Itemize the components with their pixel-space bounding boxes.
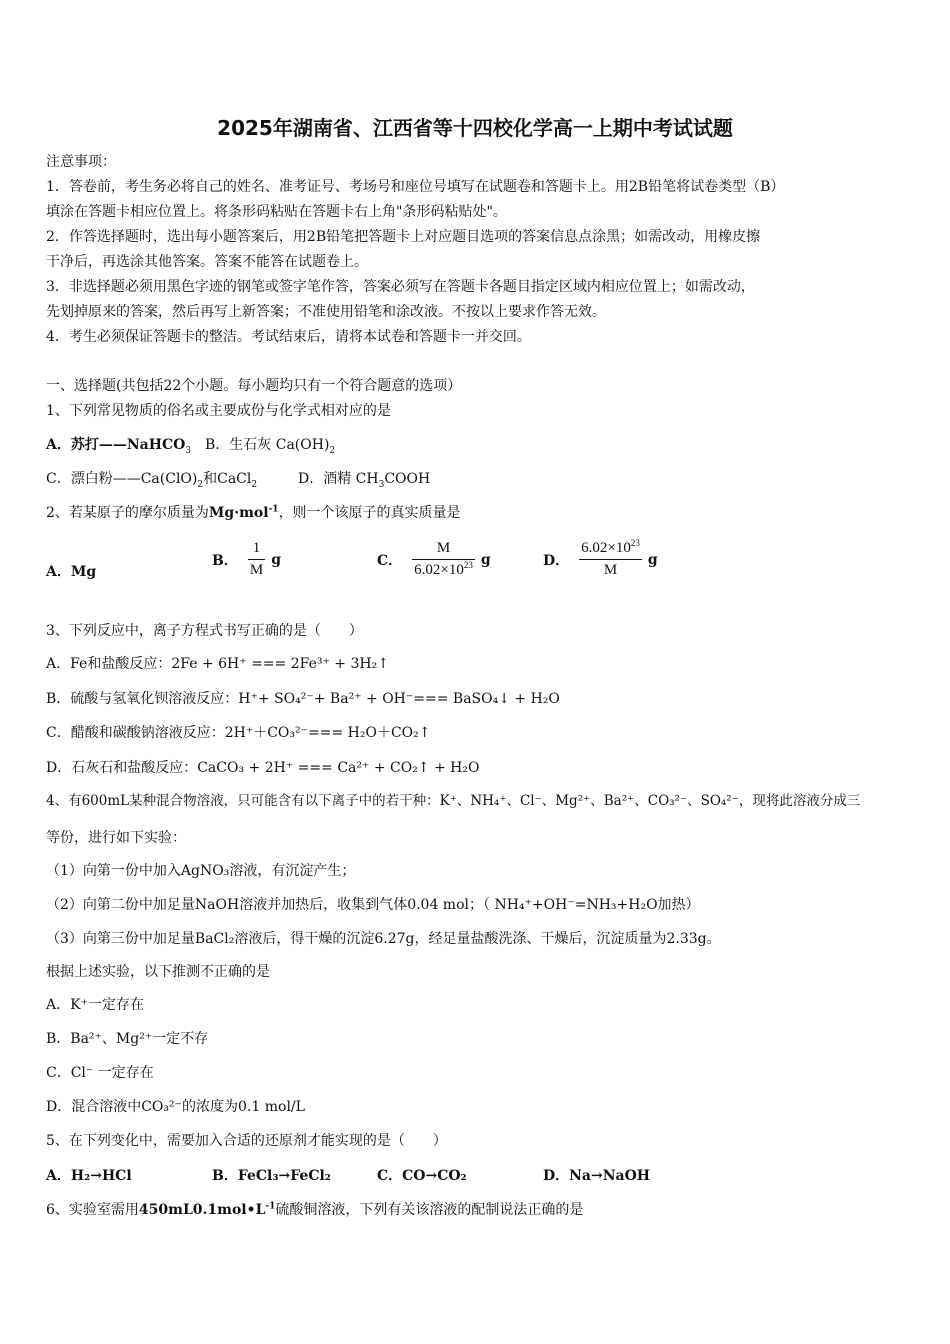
numerator-text: 6.02×10 [581, 540, 631, 556]
q4-option-b: B．Ba²⁺、Mg²⁺一定不存 [46, 1031, 209, 1047]
q1-option-b-text: B．生石灰 Ca(OH) [205, 437, 330, 453]
numerator [579, 540, 642, 560]
q1-option-c-text: C．漂白粉——Ca(ClO) [46, 471, 198, 487]
q5-option-c: C．CO→CO₂ [377, 1168, 467, 1184]
notice-line: 2．作答选择题时，选出每小题答案后，用2B铅笔把答题卡上对应题目选项的答案信息点涂黑；如需改动，用橡皮擦 [46, 229, 761, 245]
superscript: 23 [463, 560, 473, 570]
q4-experiment-3: （3）向第三份中加足量BaCl₂溶液后，得干燥的沉淀6.27g，经足量盐酸洗涤、干燥后，沉淀质量为2.33g。 [46, 931, 721, 947]
q6-stem-text2: 硫酸铜溶液，下列有关该溶液的配制说法正确的是 [275, 1202, 584, 1218]
q1-option-c [46, 469, 257, 489]
subscript: 3 [378, 479, 385, 490]
notice-line: 3．非选择题必须用黑色字迹的钢笔或签字笔作答，答案必须写在答题卡各题目指定区域内相应位置上；如需改动， [46, 279, 755, 295]
q4-option-c: C．Cl⁻ 一定存在 [46, 1065, 154, 1081]
q5-option-b: B．FeCl₃→FeCl₂ [212, 1168, 331, 1184]
q1-option-a [46, 435, 191, 455]
notice-line: 先划掉原来的答案，然后再写上新答案；不准使用铅笔和涂改液。不按以上要求作答无效。 [46, 304, 606, 320]
superscript: -1 [265, 1201, 276, 1212]
q2-option-d [543, 540, 658, 579]
fraction [412, 540, 475, 579]
denominator: M [603, 562, 618, 578]
page-title: 2025年湖南省、江西省等十四校化学高一上期中考试试题 [217, 116, 733, 140]
q4-experiment-2: （2）向第二份中加足量NaOH溶液并加热后，收集到气体0.04 mol；（ NH₄⁺+OH⁻=NH₃+H₂O加热） [46, 897, 700, 913]
notice-line: 填涂在答题卡相应位置上。将条形码粘贴在答题卡右上角"条形码粘贴处"。 [46, 204, 507, 220]
q2-stem-text2: ，则一个该原子的真实质量是 [278, 505, 461, 521]
subscript: 2 [197, 479, 204, 490]
q1-option-c-text2: 和CaCl [203, 471, 252, 487]
q3-option-b: B．硫酸与氢氧化钡溶液反应：H⁺+ SO₄²⁻+ Ba²⁺ + OH⁻=== BaSO₄↓ + H₂O [46, 691, 560, 707]
fraction [248, 540, 265, 579]
q2-option-d-label: D． [543, 552, 570, 569]
notice-heading: 注意事项： [46, 154, 116, 170]
unit-g: g [271, 551, 281, 568]
numerator: M [412, 540, 475, 560]
denominator: M [249, 562, 264, 578]
q2-option-b [212, 540, 281, 579]
q1-option-b [205, 435, 335, 455]
numerator: 1 [248, 540, 265, 560]
denominator [412, 560, 475, 579]
q6-stem-text: 6、实验室需用 [46, 1202, 139, 1218]
question-6-stem [46, 1200, 583, 1220]
question-3-stem: 3、下列反应中，离子方程式书写正确的是（ ） [46, 623, 363, 639]
notice-line: 4．考生必须保证答题卡的整洁。考试结束后，请将本试卷和答题卡一并交回。 [46, 329, 531, 345]
q5-option-d: D．Na→NaOH [543, 1168, 651, 1184]
q2-option-c-label: C． [377, 552, 403, 569]
unit-g: g [647, 551, 658, 568]
question-5-stem: 5、在下列变化中，需要加入合适的还原剂才能实现的是（ ） [46, 1133, 447, 1149]
question-4-stem-cont: 等份，进行如下实验： [46, 830, 186, 846]
subscript: 2 [251, 479, 258, 490]
question-4-stem: 4、有600mL某种混合物溶液，只可能含有以下离子中的若干种：K⁺、NH₄⁺、Cl⁻、Mg²⁺、Ba²⁺、CO₃²⁻、SO₄²⁻，现将此溶液分成三 [46, 793, 861, 809]
q3-option-d: D．石灰石和盐酸反应：CaCO₃ + 2H⁺ === Ca²⁺ + CO₂↑ + H₂O [46, 760, 480, 776]
q3-option-c: C．醋酸和碳酸钠溶液反应：2H⁺＋CO₃²⁻=== H₂O＋CO₂↑ [46, 725, 431, 741]
notice-line: 干净后，再选涂其他答案。答案不能答在试题卷上。 [46, 254, 368, 270]
unit-g: g [480, 551, 491, 568]
q1-option-d-text2: COOH [384, 471, 431, 487]
q1-option-d [298, 469, 430, 489]
denominator-text: 6.02×10 [414, 562, 464, 578]
q5-option-a: A．H₂→HCl [46, 1168, 132, 1184]
subscript: 2 [329, 445, 336, 456]
q4-option-d: D．混合溶液中CO₃²⁻的浓度为0.1 mol/L [46, 1099, 305, 1115]
q2-stem-unit: Mg·mol [208, 505, 269, 521]
q2-stem-text: 2、若某原子的摩尔质量为 [46, 505, 209, 521]
superscript: 23 [630, 538, 640, 548]
q4-option-a: A．K⁺一定存在 [46, 997, 144, 1013]
q1-option-a-text: A．苏打——NaHCO [46, 437, 186, 453]
notice-line: 1．答卷前，考生务必将自己的姓名、准考证号、考场号和座位号填写在试题卷和答题卡上。用2B铅笔将试卷类型（B） [46, 179, 785, 195]
q6-stem-conc: 450mL0.1mol•L [138, 1202, 266, 1218]
q1-option-d-text: D．酒精 CH [298, 471, 379, 487]
fraction [579, 540, 642, 579]
question-1-stem: 1、下列常见物质的俗名或主要成份与化学式相对应的是 [46, 403, 391, 419]
q2-option-c [377, 540, 491, 579]
subscript: 3 [185, 445, 192, 456]
superscript: -1 [268, 504, 279, 515]
section-heading: 一、选择题(共包括22个小题。每小题均只有一个符合题意的选项） [46, 378, 462, 394]
q4-ask: 根据上述实验，以下推测不正确的是 [46, 964, 270, 980]
question-2-stem [46, 503, 461, 523]
q3-option-a: A．Fe和盐酸反应：2Fe + 6H⁺ === 2Fe³⁺ + 3H₂↑ [46, 656, 389, 672]
q2-option-b-label: B． [212, 552, 238, 569]
q4-experiment-1: （1）向第一份中加入AgNO₃溶液，有沉淀产生； [46, 863, 356, 879]
q2-option-a: A．Mg [46, 564, 97, 580]
